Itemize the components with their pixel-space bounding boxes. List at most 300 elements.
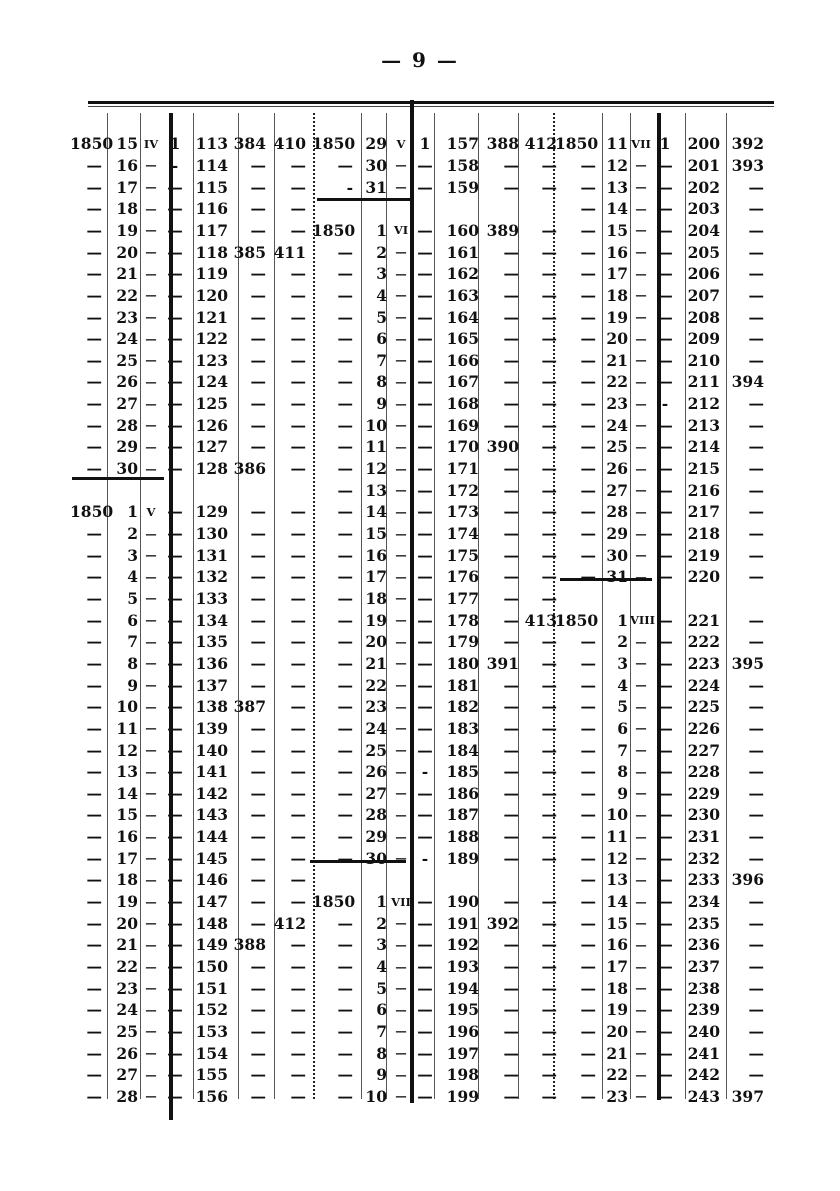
top-rule bbox=[88, 101, 774, 104]
cell-year: — bbox=[86, 653, 102, 673]
cell-day: 22 bbox=[606, 372, 628, 392]
cell-serial: 139 bbox=[195, 718, 228, 738]
table-row bbox=[555, 739, 766, 761]
cell-month: — bbox=[635, 1046, 647, 1061]
cell-day: 4 bbox=[376, 285, 387, 305]
cell-month: — bbox=[145, 374, 157, 389]
cell-serial: 135 bbox=[195, 632, 228, 652]
cell-month: — bbox=[145, 981, 157, 996]
cell-year: — bbox=[580, 1021, 596, 1041]
cell-month: — bbox=[145, 872, 157, 887]
cell-day: 28 bbox=[606, 502, 628, 522]
table-row bbox=[70, 133, 308, 155]
cell-month: IV bbox=[143, 136, 159, 151]
cell-day: 23 bbox=[365, 697, 387, 717]
cell-count-b: — bbox=[290, 567, 306, 587]
cell-serial: 129 bbox=[195, 502, 228, 522]
cell-month: VII bbox=[391, 894, 411, 909]
cell-count-b: — bbox=[541, 848, 557, 868]
table-row bbox=[70, 1042, 308, 1064]
cell-one: — bbox=[657, 329, 673, 349]
table-row bbox=[70, 653, 308, 675]
cell-count-b: — bbox=[541, 1000, 557, 1020]
cell-count-a: — bbox=[748, 177, 764, 197]
cell-month: — bbox=[145, 245, 157, 260]
cell-count-b: — bbox=[290, 372, 306, 392]
cell-one: — bbox=[167, 220, 183, 240]
cell-year: — bbox=[580, 697, 596, 717]
cell-one: — bbox=[167, 459, 183, 479]
cell-serial: 179 bbox=[446, 632, 479, 652]
cell-year: — bbox=[337, 1043, 353, 1063]
cell-day: 1 bbox=[376, 220, 387, 240]
cell-month: — bbox=[635, 353, 647, 368]
cell-count-b: — bbox=[541, 567, 557, 587]
cell-day: 1 bbox=[617, 610, 628, 630]
cell-serial: 147 bbox=[195, 892, 228, 912]
cell-count-b: — bbox=[290, 892, 306, 912]
table-row bbox=[555, 934, 766, 956]
cell-serial: 171 bbox=[446, 459, 479, 479]
cell-serial: 162 bbox=[446, 264, 479, 284]
cell-day: 10 bbox=[606, 805, 628, 825]
cell-day: 5 bbox=[376, 978, 387, 998]
cell-day: 21 bbox=[116, 935, 138, 955]
cell-serial: 158 bbox=[446, 155, 479, 175]
cell-year: — bbox=[580, 372, 596, 392]
cell-month: — bbox=[145, 829, 157, 844]
cell-month: — bbox=[145, 743, 157, 757]
cell-count-b: — bbox=[541, 892, 557, 912]
cell-count-a: — bbox=[748, 610, 764, 630]
cell-year: — bbox=[86, 199, 102, 219]
cell-day: 26 bbox=[116, 1043, 138, 1063]
table-row bbox=[312, 674, 559, 696]
cell-day: 27 bbox=[365, 783, 387, 803]
cell-serial: 124 bbox=[195, 372, 228, 392]
cell-month: — bbox=[635, 678, 647, 693]
table-row bbox=[555, 1042, 766, 1064]
cell-day: 23 bbox=[606, 1086, 628, 1106]
table-row bbox=[555, 285, 766, 307]
cell-serial: 114 bbox=[195, 155, 228, 175]
cell-one: — bbox=[657, 480, 673, 500]
cell-one: — bbox=[657, 978, 673, 998]
cell-day: 18 bbox=[365, 588, 387, 608]
cell-serial: 214 bbox=[687, 437, 720, 457]
cell-count-b: — bbox=[290, 350, 306, 370]
cell-day: 2 bbox=[617, 632, 628, 652]
cell-serial: 150 bbox=[195, 957, 228, 976]
cell-count-b: — bbox=[541, 1065, 557, 1085]
cell-month: VI bbox=[393, 223, 409, 238]
cell-count-a: — bbox=[250, 307, 266, 327]
cell-count-a: — bbox=[503, 632, 519, 652]
cell-serial: 220 bbox=[687, 567, 720, 587]
cell-month: VII bbox=[631, 136, 651, 151]
cell-count-b: — bbox=[541, 372, 557, 392]
cell-month: — bbox=[145, 331, 157, 346]
cell-month: — bbox=[635, 288, 647, 303]
cell-count-b: — bbox=[290, 632, 306, 652]
cell-count-b: — bbox=[541, 935, 557, 955]
cell-count-a: 390 bbox=[486, 437, 519, 457]
cell-serial: 239 bbox=[687, 1000, 720, 1020]
cell-count-a: — bbox=[503, 1000, 519, 1020]
cell-day: 20 bbox=[116, 242, 138, 262]
cell-day: 17 bbox=[116, 848, 138, 868]
cell-one: — bbox=[417, 350, 433, 370]
cell-day: 10 bbox=[365, 1086, 387, 1106]
cell-month: — bbox=[635, 331, 647, 346]
cell-count-a: — bbox=[250, 588, 266, 608]
cell-one: — bbox=[417, 1086, 433, 1106]
cell-month: — bbox=[395, 591, 407, 606]
cell-year: — bbox=[580, 350, 596, 370]
cell-count-b: — bbox=[541, 177, 557, 197]
cell-day: 16 bbox=[116, 827, 138, 847]
cell-count-b: — bbox=[541, 827, 557, 847]
cell-serial: 229 bbox=[687, 783, 720, 803]
cell-year: — bbox=[86, 329, 102, 349]
cell-year: — bbox=[86, 632, 102, 652]
cell-one: — bbox=[417, 307, 433, 327]
cell-month: — bbox=[145, 439, 157, 454]
cell-count-a: — bbox=[503, 1043, 519, 1063]
cell-month: — bbox=[395, 180, 407, 195]
cell-serial: 119 bbox=[195, 264, 228, 284]
cell-serial: 224 bbox=[687, 675, 720, 695]
cell-count-a: — bbox=[503, 285, 519, 305]
cell-serial: 172 bbox=[446, 480, 479, 500]
cell-serial: 168 bbox=[446, 394, 479, 414]
cell-count-a: — bbox=[748, 437, 764, 457]
cell-serial: 213 bbox=[687, 415, 720, 435]
cell-serial: 118 bbox=[195, 242, 228, 262]
cell-one: — bbox=[417, 415, 433, 435]
cell-year: — bbox=[337, 1065, 353, 1085]
cell-one: — bbox=[417, 783, 433, 803]
cell-month: — bbox=[145, 721, 157, 736]
table-row bbox=[312, 198, 559, 220]
cell-day: 11 bbox=[116, 718, 138, 738]
cell-count-b: — bbox=[290, 610, 306, 630]
cell-day: 5 bbox=[376, 307, 387, 327]
table-row bbox=[70, 176, 308, 198]
cell-year: — bbox=[580, 935, 596, 955]
cell-serial: 237 bbox=[687, 957, 720, 976]
cell-month: — bbox=[635, 764, 647, 779]
cell-serial: 148 bbox=[195, 913, 228, 933]
cell-serial: 133 bbox=[195, 588, 228, 608]
cell-serial: 132 bbox=[195, 567, 228, 587]
cell-count-b: — bbox=[541, 329, 557, 349]
cell-month: — bbox=[395, 245, 407, 260]
cell-one: — bbox=[417, 1021, 433, 1041]
cell-day: 13 bbox=[116, 762, 138, 782]
cell-one: — bbox=[657, 653, 673, 673]
cell-one: — bbox=[167, 848, 183, 868]
cell-year: — bbox=[337, 285, 353, 305]
cell-month: — bbox=[635, 1067, 647, 1082]
cell-year: — bbox=[86, 437, 102, 457]
cell-day: 6 bbox=[127, 610, 138, 630]
table-row bbox=[312, 371, 559, 393]
cell-one: — bbox=[167, 762, 183, 782]
cell-serial: 230 bbox=[687, 805, 720, 825]
table-row bbox=[555, 1086, 766, 1108]
cell-day: 4 bbox=[376, 957, 387, 976]
table-row bbox=[555, 847, 766, 869]
cell-one: — bbox=[167, 632, 183, 652]
cell-count-a: — bbox=[250, 848, 266, 868]
cell-one: — bbox=[167, 567, 183, 587]
cell-day: 31 bbox=[606, 567, 628, 587]
table-row bbox=[70, 826, 308, 848]
cell-count-a: — bbox=[503, 827, 519, 847]
cell-year: — bbox=[580, 415, 596, 435]
cell-count-a: — bbox=[748, 1043, 764, 1063]
cell-one: — bbox=[657, 502, 673, 522]
cell-year: — bbox=[337, 740, 353, 760]
cell-day: 17 bbox=[365, 567, 387, 587]
cell-count-a: 397 bbox=[731, 1086, 764, 1106]
cell-count-b: — bbox=[290, 264, 306, 284]
cell-count-b: — bbox=[290, 588, 306, 608]
cell-count-a: — bbox=[503, 740, 519, 760]
cell-day: 9 bbox=[376, 1065, 387, 1085]
cell-serial: 127 bbox=[195, 437, 228, 457]
cell-month: — bbox=[395, 418, 407, 433]
cell-one: — bbox=[417, 545, 433, 565]
cell-month: — bbox=[395, 786, 407, 801]
cell-count-a: — bbox=[250, 350, 266, 370]
cell-year: — bbox=[337, 848, 353, 868]
cell-one: — bbox=[417, 372, 433, 392]
cell-count-a: — bbox=[748, 935, 764, 955]
cell-day: 26 bbox=[606, 459, 628, 479]
cell-one: — bbox=[167, 588, 183, 608]
table-row bbox=[312, 869, 559, 891]
cell-one: — bbox=[657, 610, 673, 630]
cell-month: — bbox=[635, 548, 647, 563]
cell-month: — bbox=[635, 721, 647, 736]
cell-month: — bbox=[395, 158, 407, 173]
cell-one: — bbox=[657, 437, 673, 457]
cell-day: 20 bbox=[116, 913, 138, 933]
cell-count-b: — bbox=[290, 285, 306, 305]
cell-year: — bbox=[337, 480, 353, 500]
cell-count-b: — bbox=[541, 1021, 557, 1041]
table-row bbox=[312, 176, 559, 198]
cell-count-b: — bbox=[290, 1065, 306, 1085]
cell-serial: 228 bbox=[687, 762, 720, 782]
cell-month: — bbox=[145, 916, 157, 931]
cell-count-a: 394 bbox=[731, 372, 764, 392]
cell-day: 4 bbox=[127, 567, 138, 587]
cell-day: 6 bbox=[376, 1000, 387, 1020]
cell-count-a: — bbox=[748, 913, 764, 933]
cell-count-b: — bbox=[541, 718, 557, 738]
cell-day: 22 bbox=[606, 1065, 628, 1085]
cell-one: — bbox=[417, 502, 433, 522]
cell-count-a: — bbox=[503, 588, 519, 608]
cell-day: 15 bbox=[365, 524, 387, 543]
cell-count-a: — bbox=[250, 610, 266, 630]
cell-day: 25 bbox=[116, 1021, 138, 1041]
table-row bbox=[555, 479, 766, 501]
cell-count-b: — bbox=[290, 740, 306, 760]
cell-count-a: — bbox=[250, 394, 266, 414]
table-row bbox=[555, 306, 766, 328]
cell-one: — bbox=[167, 783, 183, 803]
cell-year: — bbox=[86, 177, 102, 197]
cell-month: — bbox=[395, 764, 407, 779]
table-row bbox=[70, 263, 308, 285]
cell-serial: 209 bbox=[687, 329, 720, 349]
cell-month: — bbox=[635, 894, 647, 909]
cell-count-a: 392 bbox=[731, 134, 764, 154]
cell-year: — bbox=[86, 220, 102, 240]
cell-year: — bbox=[580, 545, 596, 565]
cell-count-a: — bbox=[503, 242, 519, 262]
cell-serial: 161 bbox=[446, 242, 479, 262]
cell-count-b: — bbox=[290, 524, 306, 543]
cell-serial: 223 bbox=[687, 653, 720, 673]
cell-month: — bbox=[635, 786, 647, 801]
cell-one: — bbox=[657, 870, 673, 890]
table-row bbox=[555, 653, 766, 675]
cell-day: 13 bbox=[606, 177, 628, 197]
cell-month: — bbox=[395, 743, 407, 757]
cell-day: 19 bbox=[365, 610, 387, 630]
cell-year: — bbox=[337, 394, 353, 414]
cell-serial: 163 bbox=[446, 285, 479, 305]
cell-serial: 185 bbox=[446, 762, 479, 782]
cell-one: — bbox=[167, 502, 183, 522]
table-row bbox=[70, 523, 308, 545]
cell-one: — bbox=[657, 762, 673, 782]
cell-year: — bbox=[337, 783, 353, 803]
cell-count-a: — bbox=[250, 913, 266, 933]
table-row bbox=[312, 1021, 559, 1043]
cell-one: - bbox=[661, 394, 669, 414]
cell-count-a: — bbox=[250, 264, 266, 284]
cell-year: — bbox=[580, 1000, 596, 1020]
cell-month: — bbox=[635, 743, 647, 757]
cell-count-b: — bbox=[541, 307, 557, 327]
cell-day: 17 bbox=[606, 264, 628, 284]
cell-year: — bbox=[86, 848, 102, 868]
cell-one: — bbox=[417, 1043, 433, 1063]
cell-month: — bbox=[145, 1002, 157, 1017]
cell-day: 12 bbox=[365, 459, 387, 479]
cell-serial: 169 bbox=[446, 415, 479, 435]
cell-one: — bbox=[167, 892, 183, 912]
cell-day: 21 bbox=[365, 653, 387, 673]
cell-day: 2 bbox=[376, 913, 387, 933]
cell-day: 9 bbox=[617, 783, 628, 803]
cell-year: — bbox=[580, 524, 596, 543]
cell-one: — bbox=[417, 524, 433, 543]
cell-one: — bbox=[657, 307, 673, 327]
table-row bbox=[312, 588, 559, 610]
cell-year: — bbox=[580, 892, 596, 912]
cell-count-b: — bbox=[541, 524, 557, 543]
cell-count-b: — bbox=[541, 632, 557, 652]
cell-one: — bbox=[417, 329, 433, 349]
table-row bbox=[555, 328, 766, 350]
cell-year: — bbox=[337, 264, 353, 284]
cell-day: 16 bbox=[365, 545, 387, 565]
cell-one: — bbox=[417, 242, 433, 262]
cell-serial: 206 bbox=[687, 264, 720, 284]
cell-count-a: 396 bbox=[731, 870, 764, 890]
cell-day: 31 bbox=[365, 177, 387, 197]
cell-month: — bbox=[145, 764, 157, 779]
cell-month: — bbox=[635, 526, 647, 541]
cell-count-a: — bbox=[503, 350, 519, 370]
cell-month: — bbox=[145, 418, 157, 433]
cell-one: — bbox=[167, 177, 183, 197]
cell-serial: 196 bbox=[446, 1021, 479, 1041]
cell-month: — bbox=[395, 331, 407, 346]
cell-serial: 233 bbox=[687, 870, 720, 890]
cell-day: 14 bbox=[606, 199, 628, 219]
cell-year: — bbox=[86, 264, 102, 284]
table-row bbox=[555, 804, 766, 826]
cell-day: 9 bbox=[376, 394, 387, 414]
cell-count-b: 412 bbox=[273, 913, 306, 933]
table-row bbox=[70, 393, 308, 415]
cell-month: — bbox=[395, 461, 407, 476]
cell-one: — bbox=[417, 805, 433, 825]
cell-serial: 120 bbox=[195, 285, 228, 305]
table-row bbox=[312, 436, 559, 458]
cell-year: — bbox=[580, 480, 596, 500]
cell-one: — bbox=[417, 957, 433, 976]
cell-year: — bbox=[337, 437, 353, 457]
cell-count-a: — bbox=[250, 957, 266, 976]
table-row bbox=[70, 912, 308, 934]
cell-one: — bbox=[167, 1065, 183, 1085]
cell-count-a: — bbox=[748, 394, 764, 414]
cell-count-a: — bbox=[503, 805, 519, 825]
cell-count-a: 392 bbox=[486, 913, 519, 933]
cell-count-a: — bbox=[250, 567, 266, 587]
table-row bbox=[555, 414, 766, 436]
cell-year: 1850 bbox=[555, 610, 599, 630]
cell-count-a: — bbox=[748, 697, 764, 717]
cell-day: 24 bbox=[606, 415, 628, 435]
cell-one: — bbox=[657, 718, 673, 738]
cell-count-b: — bbox=[541, 697, 557, 717]
cell-count-b: — bbox=[290, 437, 306, 457]
cell-year: — bbox=[580, 805, 596, 825]
cell-count-b: — bbox=[290, 718, 306, 738]
cell-count-a: — bbox=[250, 545, 266, 565]
cell-month: — bbox=[145, 959, 157, 974]
top-rule-thin bbox=[88, 106, 774, 107]
cell-month: — bbox=[395, 396, 407, 411]
cell-year: — bbox=[580, 1043, 596, 1063]
cell-one: — bbox=[657, 1000, 673, 1020]
cell-one: 1 bbox=[419, 134, 431, 154]
cell-day: 18 bbox=[606, 978, 628, 998]
cell-count-b: — bbox=[290, 545, 306, 565]
cell-count-b: — bbox=[290, 935, 306, 955]
cell-count-a: 387 bbox=[233, 697, 266, 717]
